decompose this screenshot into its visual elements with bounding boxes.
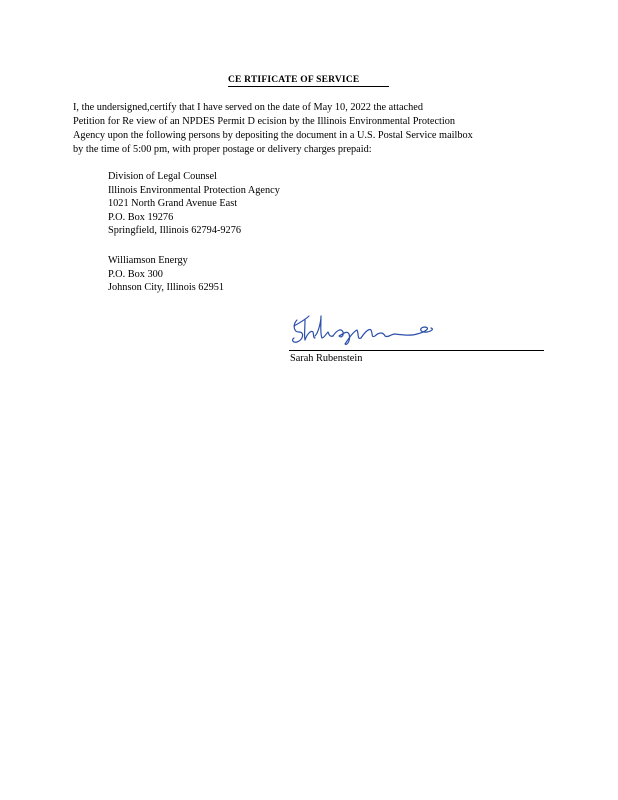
paragraph-line: I, the undersigned,certify that I have served on the date of May 10, 2022 the attached	[73, 102, 423, 113]
address-line: Williamson Energy	[108, 255, 188, 266]
address-line: Johnson City, Illinois 62951	[108, 282, 225, 294]
signer-name: Sarah Rubenstein	[290, 353, 363, 364]
recipient-address-williamson	[108, 254, 224, 295]
address-line: 1021 North Grand Avenue East	[108, 198, 238, 210]
document-title: CE RTIFICATE OF SERVICE	[228, 75, 389, 87]
address-line: P.O. Box 300	[108, 268, 163, 280]
address-line: Division of Legal Counsel	[108, 171, 217, 182]
paragraph-line: Petition for Re view of an NPDES Permit D ecision by the Illinois Environmental Protection	[73, 116, 456, 127]
certification-paragraph	[73, 101, 543, 157]
handwritten-signature	[291, 310, 441, 350]
paragraph-line: by the time of 5:00 pm, with proper postage or delivery charges prepaid:	[73, 144, 372, 155]
address-line: Illinois Environmental Protection Agency	[108, 184, 280, 196]
recipient-address-iepa	[108, 170, 280, 238]
signature-line	[289, 350, 544, 351]
address-line: P.O. Box 19276	[108, 211, 174, 223]
address-line: Springfield, Illinois 62794-9276	[108, 225, 241, 237]
paragraph-line: Agency upon the following persons by depositing the document in a U.S. Postal Service mailbox	[73, 130, 473, 141]
